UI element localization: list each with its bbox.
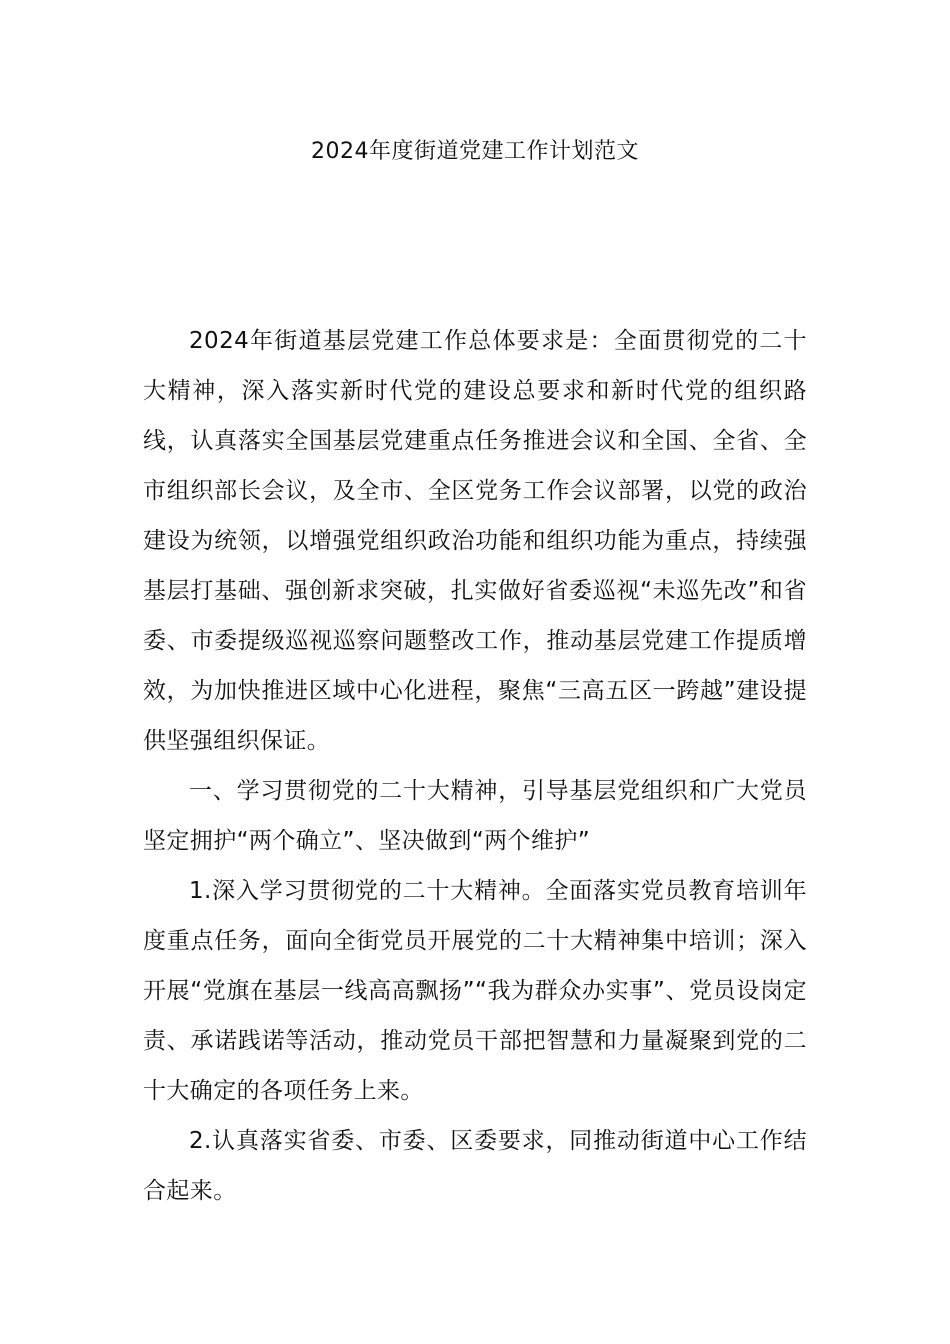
paragraph-general-requirements: 2024年街道基层党建工作总体要求是：全面贯彻党的二十大精神，深入落实新时代党的建设总要求和新时代党的组织路线，认真落实全国基层党建重点任务推进会议和全国、全省、全市组织部长会议，及全市、全区党务工作会议部署，以党的政治建设为统领，以增强党组织政治功能和组织功能为重点，持续强基层打基础、强创新求突破，扎实做好省委巡视“未巡先改”和省委、市委提级巡视巡察问题整改工作，推动基层党建工作提质增效，为加快推进区域中心化进程，聚焦“三高五区一跨越”建设提供坚强组织保证。 [143, 328, 807, 754]
paragraph-section-one-heading: 一、学习贯彻党的二十大精神，引导基层党组织和广大党员坚定拥护“两个确立”、坚决做到“两个维护” [143, 778, 807, 854]
paragraph-item-2: 2.认真落实省委、市委、区委要求，同推动街道中心工作结合起来。 [143, 1128, 807, 1204]
paragraph-item-1: 1.深入学习贯彻党的二十大精神。全面落实党员教育培训年度重点任务，面向全街党员开展党的二十大精神集中培训；深入开展“党旗在基层一线高高飘扬”“我为群众办实事”、党员设岗定责、承诺践诺等活动，推动党员干部把智慧和力量凝聚到党的二十大确定的各项任务上来。 [143, 878, 807, 1104]
document-title: 2024年度街道党建工作计划范文 [311, 139, 639, 164]
document-body [143, 316, 807, 1216]
